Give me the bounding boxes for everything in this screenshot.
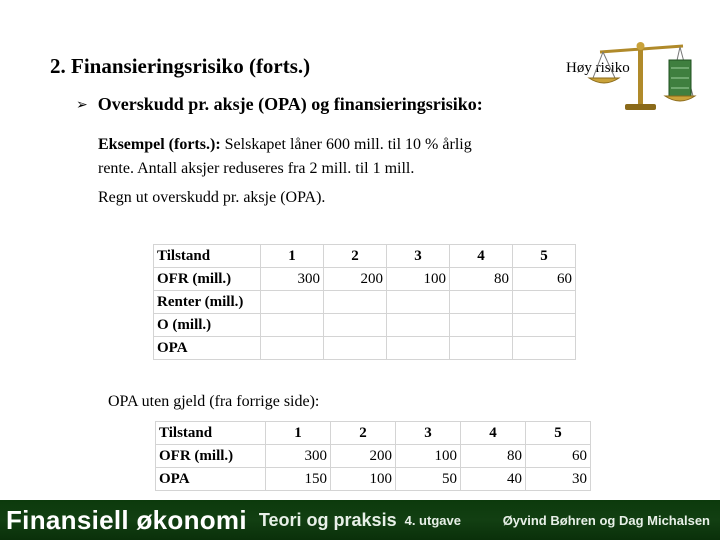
table-cell: 300 — [266, 445, 331, 468]
table-cell: 200 — [331, 445, 396, 468]
header-cell: 5 — [513, 245, 576, 268]
slide-title: 2. Finansieringsrisiko (forts.) — [50, 54, 311, 78]
footer-edition: 4. utgave — [404, 512, 461, 528]
arrow-bullet-icon: ➢ — [76, 96, 88, 113]
header-cell: 1 — [261, 245, 324, 268]
footer-authors: Øyvind Bøhren og Dag Michalsen — [502, 512, 710, 528]
header-cell: 5 — [526, 422, 591, 445]
footer-banner — [0, 500, 720, 540]
row-label: OFR (mill.) — [156, 445, 266, 468]
header-cell: 4 — [450, 245, 513, 268]
row-label: Renter (mill.) — [154, 291, 261, 314]
header-cell: 3 — [396, 422, 461, 445]
example-text: Selskapet låner 600 mill. til 10 % årlig — [220, 136, 472, 153]
row-label: OPA — [154, 337, 261, 360]
footer-brand: Finansiell økonomi — [6, 504, 247, 535]
table-cell — [324, 314, 387, 337]
table-cell: 150 — [266, 468, 331, 491]
table-cell — [450, 291, 513, 314]
bullet-item — [76, 94, 483, 115]
row-label: O (mill.) — [154, 314, 261, 337]
table-cell — [387, 291, 450, 314]
table-row — [156, 468, 591, 491]
header-cell: 3 — [387, 245, 450, 268]
table-cell — [513, 291, 576, 314]
table-row — [154, 268, 576, 291]
row-label: OPA — [156, 468, 266, 491]
header-cell: 2 — [324, 245, 387, 268]
example-line-1 — [98, 134, 472, 156]
table-row — [156, 445, 591, 468]
table-cell: 100 — [387, 268, 450, 291]
balance-scale-icon — [585, 38, 697, 118]
table-cell — [450, 314, 513, 337]
sub-label: OPA uten gjeld (fra forrige side): — [108, 393, 320, 410]
table-cell — [261, 337, 324, 360]
table-cell: 80 — [461, 445, 526, 468]
table-cell — [513, 314, 576, 337]
table-cell — [261, 291, 324, 314]
table-cell: 60 — [513, 268, 576, 291]
row-label: OFR (mill.) — [154, 268, 261, 291]
table-with-debt — [153, 244, 576, 360]
table-cell — [387, 337, 450, 360]
table-cell: 100 — [396, 445, 461, 468]
table-cell: 100 — [331, 468, 396, 491]
table-cell: 200 — [324, 268, 387, 291]
example-line-2: rente. Antall aksjer reduseres fra 2 mill. til 1 mill. — [98, 160, 415, 177]
table-cell: 30 — [526, 468, 591, 491]
table-cell: 60 — [526, 445, 591, 468]
header-label: Tilstand — [156, 422, 266, 445]
example-heading: Eksempel (forts.): — [98, 136, 221, 153]
bullet-text: Overskudd pr. aksje (OPA) og finansieringsrisiko: — [97, 94, 483, 114]
table-header-row — [156, 422, 591, 445]
table-cell: 40 — [461, 468, 526, 491]
table-cell: 50 — [396, 468, 461, 491]
table-cell — [450, 337, 513, 360]
table-row — [154, 291, 576, 314]
table-header-row — [154, 245, 576, 268]
header-cell: 1 — [266, 422, 331, 445]
table-cell: 80 — [450, 268, 513, 291]
table-cell — [261, 314, 324, 337]
table-cell — [324, 291, 387, 314]
footer-subtitle: Teori og praksis — [258, 509, 397, 530]
table-row — [154, 337, 576, 360]
table-without-debt — [155, 421, 591, 491]
example-line-3: Regn ut overskudd pr. aksje (OPA). — [98, 189, 326, 206]
table-cell: 300 — [261, 268, 324, 291]
header-cell: 4 — [461, 422, 526, 445]
header-label: Tilstand — [154, 245, 261, 268]
header-cell: 2 — [331, 422, 396, 445]
risk-label: Høy risiko — [566, 60, 630, 76]
table-cell — [387, 314, 450, 337]
table-cell — [513, 337, 576, 360]
table-cell — [324, 337, 387, 360]
table-row — [154, 314, 576, 337]
